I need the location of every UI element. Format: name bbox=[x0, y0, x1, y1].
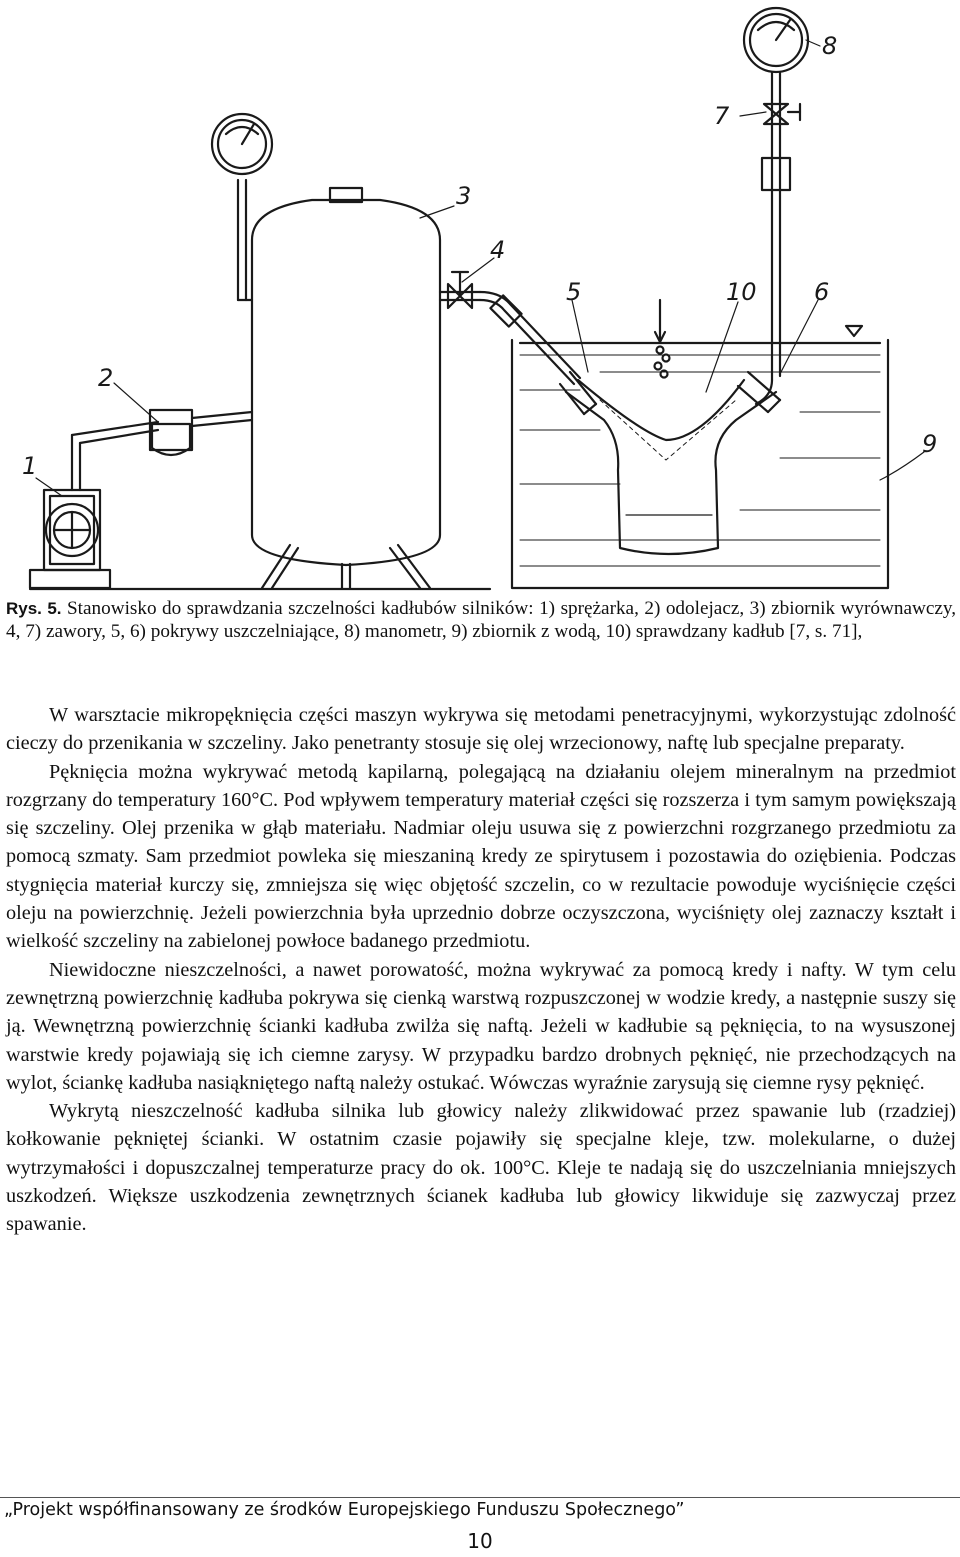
tested-hull-drawing bbox=[560, 300, 780, 554]
paragraph: Niewidoczne nieszczelności, a nawet porowatość, można wykrywać za pomocą kredy i nafty. W tym celu zewnętrzną powierzchnię kadłuba pokrywa się cienką warstwą rozpuszczonej w wodzie kredy, a następnie suszy się ją. Wewnętrzną powierzchnię ścianki kadłuba zwilża się naftą. Jeżeli w kadłubie są pęknięcia, to na wysuszonej warstwie kredy pojawiają się ich ciemne zarysy. W przypadku bardzo drobnych pęknięć, nie przechodzących na wylot, ściankę kadłuba nasiąkniętego naftą należy ostukać. Wówczas wyraźnie zarysują się ciemne rysy pęknięć. bbox=[6, 958, 956, 1094]
figure-label-5: 5 bbox=[566, 278, 582, 306]
figure-label-2: 2 bbox=[98, 364, 114, 392]
figure-label-8: 8 bbox=[822, 32, 838, 60]
body-text bbox=[6, 701, 956, 1239]
test-stand-figure bbox=[0, 0, 960, 592]
figure-label-10: 10 bbox=[726, 278, 757, 306]
page-number: 10 bbox=[467, 1529, 493, 1553]
caption-text: Stanowisko do sprawdzania szczelności kadłubów silników: 1) sprężarka, 2) odolejacz, 3) zbiornik wyrównawczy, 4, 7) zawory, 5, 6) pokrywy uszczelniające, 8) manometr, 9) zbiornik z wodą, 10) sprawdzany kadłub [7, s. 71], bbox=[6, 598, 956, 642]
figure-caption bbox=[6, 598, 956, 643]
valve-and-inlet-pipe bbox=[440, 272, 580, 384]
footer-funding-note: „Projekt współfinansowany ze środków Europejskiego Funduszu Społecznego” bbox=[4, 1500, 685, 1520]
leader-lines bbox=[36, 40, 924, 496]
compressor-drawing bbox=[30, 422, 158, 588]
oil-separator-drawing bbox=[150, 410, 252, 455]
figure-label-4: 4 bbox=[490, 236, 506, 264]
figure-label-6: 6 bbox=[814, 278, 830, 306]
figure-label-3: 3 bbox=[456, 182, 472, 210]
paragraph: W warsztacie mikropęknięcia części maszyn wykrywa się metodami penetracyjnymi, wykorzystując zdolność cieczy do przenikania w szczeliny. Jako penetranty stosuje się olej wrzecionowy, naftę lub specjalne preparaty. bbox=[6, 704, 956, 755]
figure-label-7: 7 bbox=[714, 102, 730, 130]
caption-label: Rys. 5. bbox=[6, 599, 62, 618]
gauge-pipe-drawing bbox=[744, 8, 808, 404]
figure-label-9: 9 bbox=[922, 430, 938, 458]
equalizing-tank-drawing bbox=[212, 114, 440, 588]
paragraph: Wykrytą nieszczelność kadłuba silnika lub głowicy należy zlikwidować przez spawanie lub (rzadziej) kołkowanie pękniętej ścianki. W ostatnim czasie pojawiły się specjalne kleje, tzw. molekularne, o dużej wytrzymałości i dopuszczalnej temperaturze pracy do ok. 100°C. Kleje te nadają się do uszczelniania mniejszych uszkodzeń. Większe uszkodzenia zewnętrznych ścianek kadłuba lub głowicy likwiduje się zazwyczaj przez spawanie. bbox=[6, 1100, 956, 1236]
paragraph: Pęknięcia można wykrywać metodą kapilarną, polegającą na działaniu olejem mineralnym na przedmiot rozgrzany do temperatury 160°C. Pod wpływem temperatury materiał części się rozszerza i tym samym powiększają się szczeliny. Olej przenika w głąb materiału. Nadmiar oleju usuwa się z powierzchni rozgrzanego przedmiotu za pomocą szmaty. Sam przedmiot powleka się mieszaniną kredy ze spirytusem i pozostawia do oziębienia. Podczas stygnięcia materiał kurczy się, zmniejsza się więc objętość szczelin, co w rezultacie powoduje wyciśnięcie części oleju na powierzchnię. Jeżeli powierzchnia była uprzednio dobrze oczyszczona, wyciśnięty olej zaznaczy kształt i wielkość szczeliny na zabielonej powłoce badanego przedmiotu. bbox=[6, 760, 956, 953]
figure-label-1: 1 bbox=[22, 452, 38, 480]
footer-divider bbox=[0, 1497, 960, 1498]
